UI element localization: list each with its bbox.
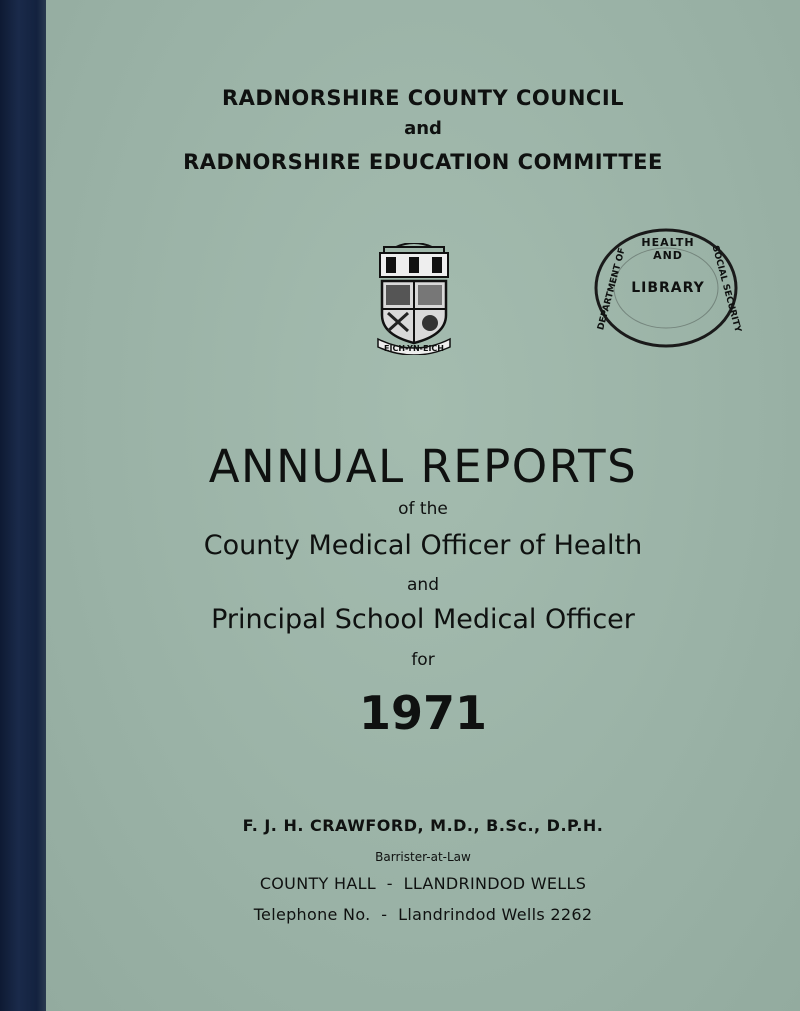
stamp-ring-top: HEALTH AND (641, 236, 695, 262)
address: COUNTY HALL - LLANDRINDOD WELLS (259, 874, 587, 893)
county-crest-icon (376, 243, 452, 355)
stamp-ring-left: DEPARTMENT OF (596, 246, 628, 332)
author-barrister: Barrister-at-Law (375, 850, 471, 864)
book-spine (0, 0, 46, 1011)
stamp-ring-right: SOCIAL SECURITY (709, 244, 743, 334)
telephone: Telephone No. - Llandrindod Wells 2262 (253, 905, 593, 924)
crest-motto: EICH-YN-EICH (384, 344, 444, 353)
report-role-medical-officer-of-health: County Medical Officer of Health (203, 530, 643, 561)
report-for: for (411, 650, 435, 670)
stamp-center-text: LIBRARY (631, 280, 705, 296)
header-council: RADNORSHIRE COUNTY COUNCIL (221, 86, 625, 110)
author-name: F. J. H. CRAWFORD, M.D., B.Sc., D.P.H. (242, 816, 604, 835)
header-education-committee: RADNORSHIRE EDUCATION COMMITTEE (183, 150, 663, 174)
report-role-school-medical-officer: Principal School Medical Officer (211, 604, 635, 635)
header-and: and (404, 118, 442, 139)
report-of-the: of the (398, 499, 448, 519)
report-year: 1971 (358, 686, 488, 740)
report-title: ANNUAL REPORTS (208, 440, 638, 493)
report-and: and (407, 575, 439, 595)
